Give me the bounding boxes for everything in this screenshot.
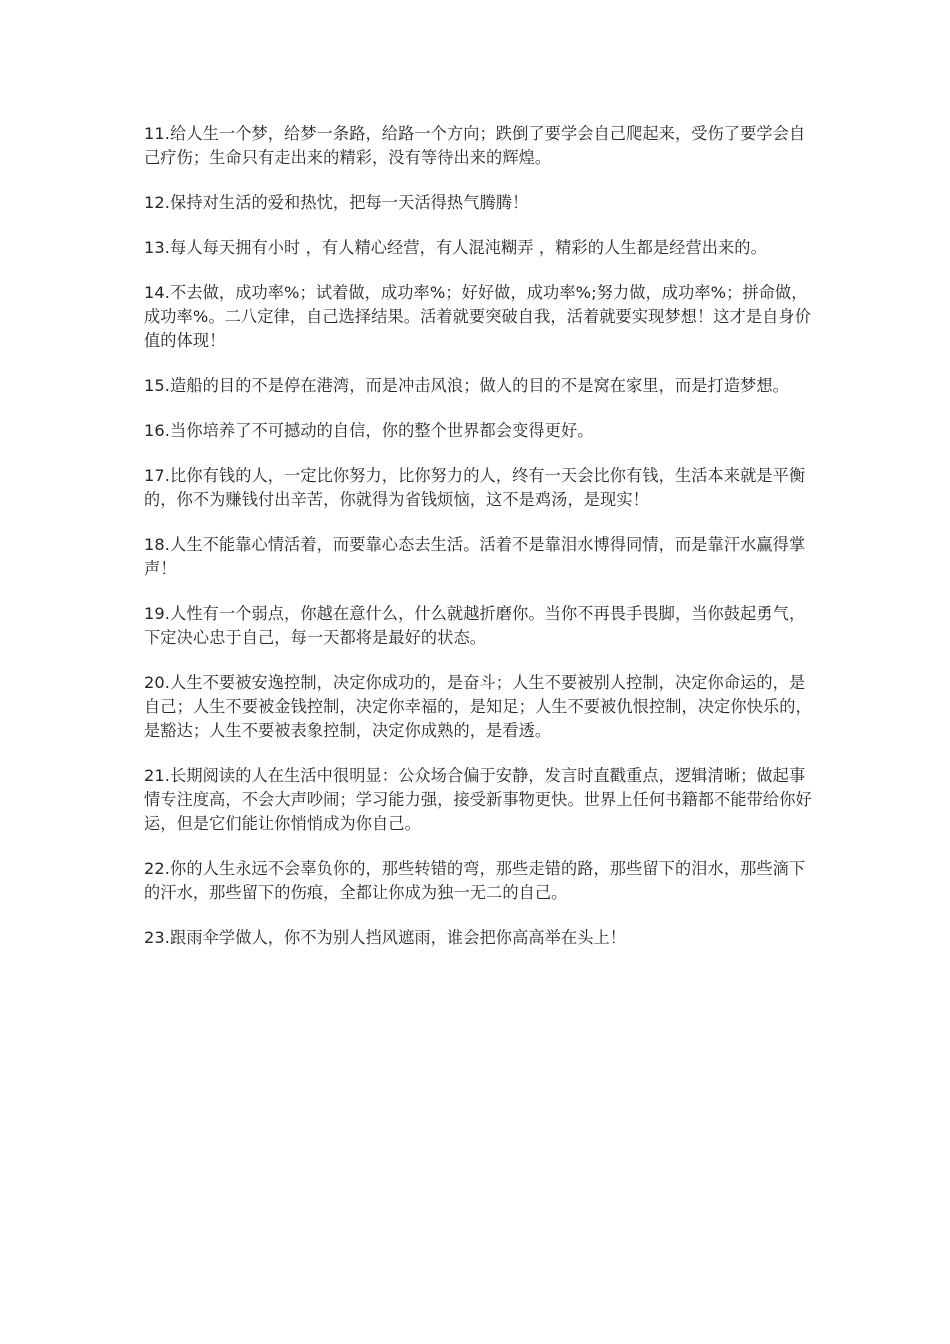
paragraph-12: 12.保持对生活的爱和热忱，把每一天活得热气腾腾！ [144, 193, 529, 212]
paragraph-22: 22.你的人生永远不会辜负你的，那些转错的弯，那些走错的路，那些留下的泪水，那些滴下的汗水，那些留下的伤痕，全都让你成为独一无二的自己。 [144, 859, 806, 902]
paragraph-19: 19.人性有一个弱点，你越在意什么，什么就越折磨你。当你不再畏手畏脚，当你鼓起勇气，下定决心忠于自己，每一天都将是最好的状态。 [144, 604, 806, 647]
paragraph-16: 16.当你培养了不可撼动的自信，你的整个世界都会变得更好。 [144, 421, 594, 440]
document-body [144, 122, 812, 971]
paragraph-23: 23.跟雨伞学做人，你不为别人挡风遮雨，谁会把你高高举在头上！ [144, 928, 627, 947]
paragraph-11: 11.给人生一个梦，给梦一条路，给路一个方向；跌倒了要学会自己爬起来，受伤了要学会自己疗伤；生命只有走出来的精彩，没有等待出来的辉煌。 [144, 124, 806, 167]
paragraph-17: 17.比你有钱的人，一定比你努力，比你努力的人，终有一天会比你有钱，生活本来就是平衡的，你不为赚钱付出辛苦，你就得为省钱烦恼，这不是鸡汤，是现实！ [144, 466, 806, 509]
paragraph-13: 13.每人每天拥有小时 ，有人精心经营，有人混沌糊弄 ，精彩的人生都是经营出来的。 [144, 238, 767, 257]
paragraph-14: 14.不去做，成功率%；试着做，成功率%；好好做，成功率%;努力做，成功率%；拼命做，成功率%。二八定律，自己选择结果。活着就要突破自我，活着就要实现梦想！这才是自身价值的体现！ [144, 283, 811, 350]
paragraph-18: 18.人生不能靠心情活着，而要靠心态去生活。活着不是靠泪水博得同情，而是靠汗水赢得掌声！ [144, 535, 806, 578]
paragraph-20: 20.人生不要被安逸控制，决定你成功的，是奋斗；人生不要被别人控制，决定你命运的，是自己；人生不要被金钱控制，决定你幸福的，是知足；人生不要被仇恨控制，决定你快乐的，是豁达；人生不要被表象控制，决定你成熟的，是看透。 [144, 673, 812, 740]
paragraph-21: 21.长期阅读的人在生活中很明显：公众场合偏于安静，发言时直戳重点，逻辑清晰；做起事情专注度高，不会大声吵闹；学习能力强，接受新事物更快。世界上任何书籍都不能带给你好运，但是它们能让你悄悄成为你自己。 [144, 766, 812, 833]
paragraph-15: 15.造船的目的不是停在港湾，而是冲击风浪；做人的目的不是窝在家里，而是打造梦想。 [144, 376, 789, 395]
